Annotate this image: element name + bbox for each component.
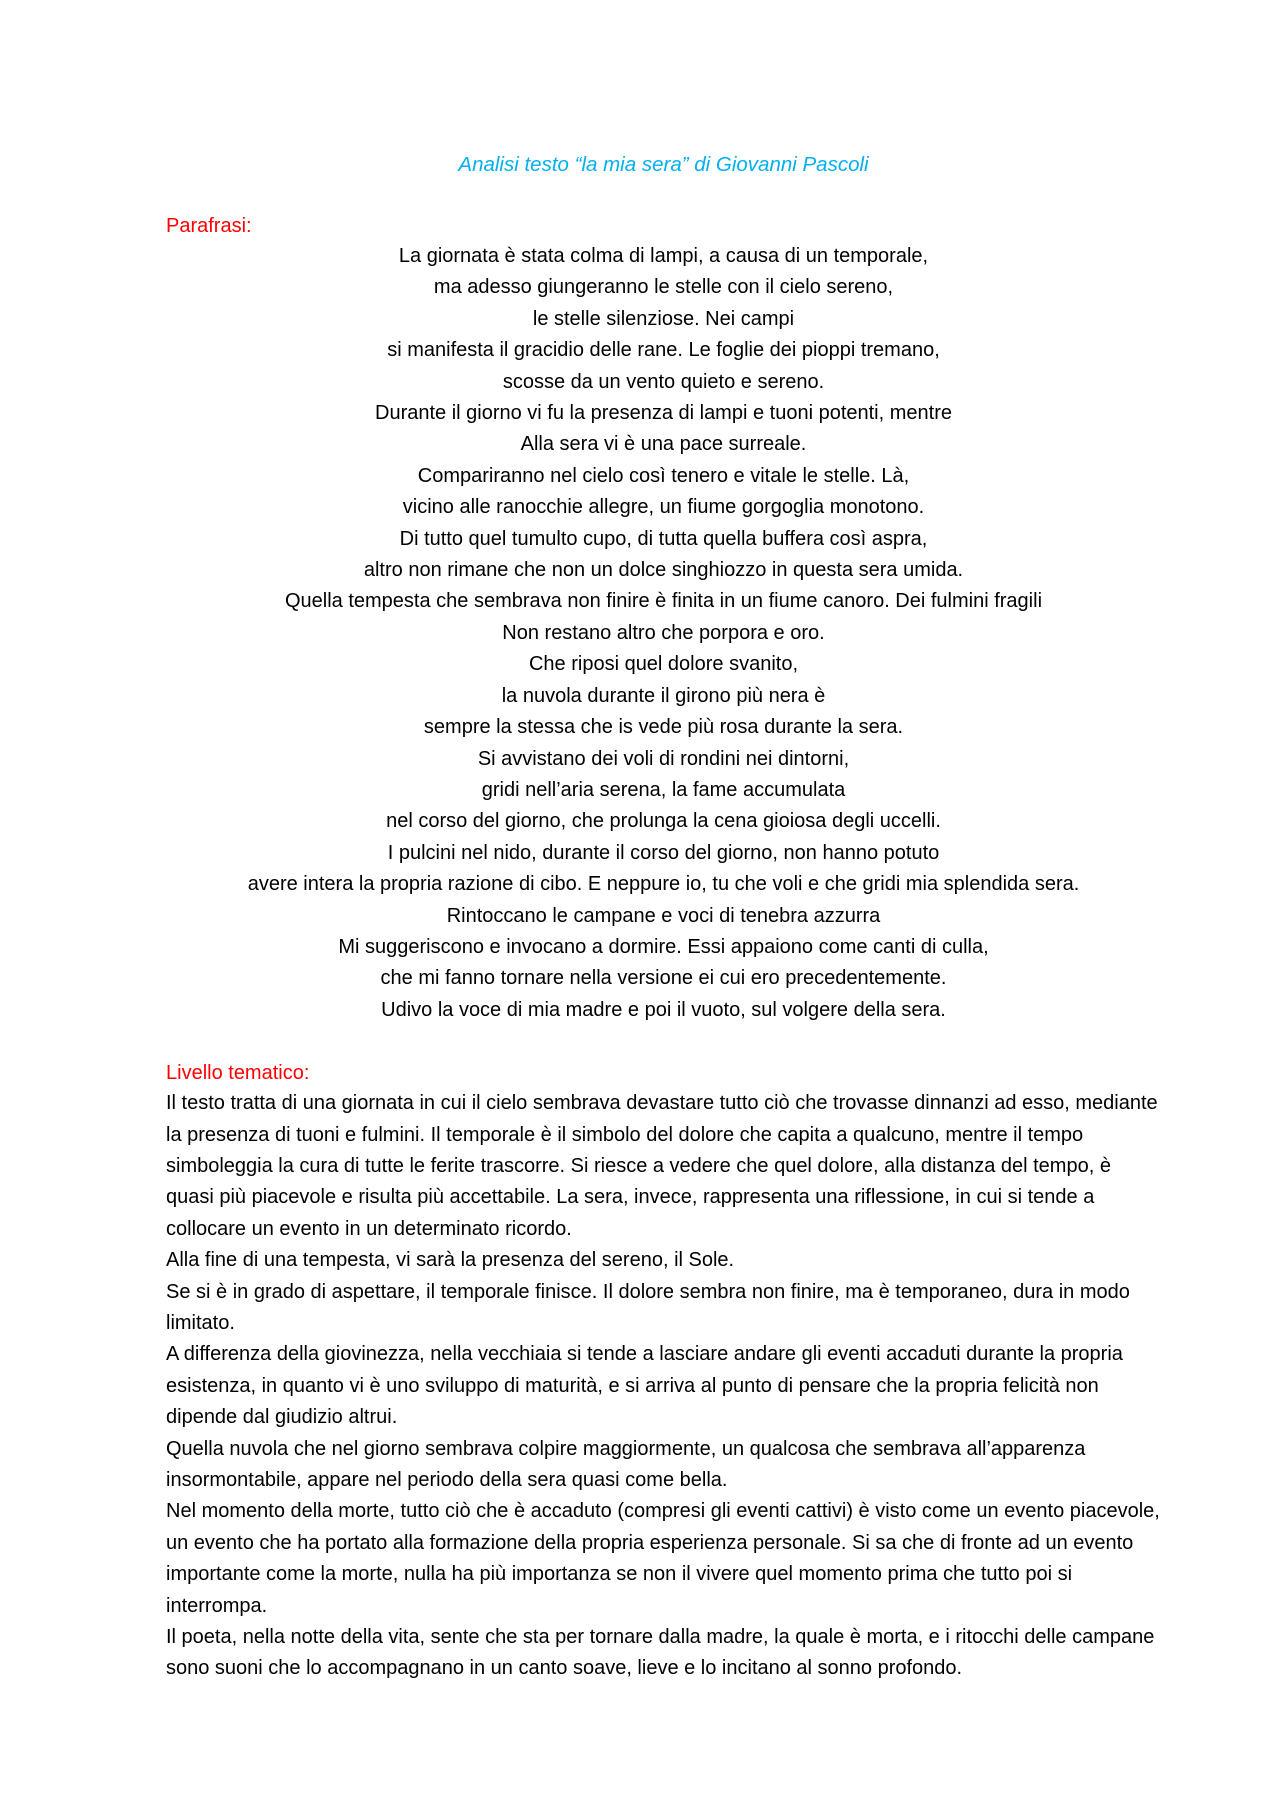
tematico-paragraph: Il testo tratta di una giornata in cui il cielo sembrava devastare tutto ciò che trovasse dinnanzi ad esso, mediante la presenza di tuoni e fulmini. Il temporale è il simbolo del dolore che capita a qualcuno, mentre il tempo simboleggia la cura di tutte le ferite trascorre. Si riesce a vedere che quel dolore, alla distanza del tempo, è quasi più piacevole e risulta più accettabile. La sera, invece, rappresenta una riflessione, in cui si tende a collocare un evento in un determinato ricordo. [166,1092,1158,1240]
parafrasi-heading: Parafrasi: [166,215,252,237]
document-title: Analisi testo “la mia sera” di Giovanni Pascoli [458,153,869,176]
parafrasi-line: gridi nell’aria serena, la fame accumulata [481,778,846,801]
parafrasi-line: I pulcini nel nido, durante il corso del giorno, non hanno potuto [387,841,940,864]
parafrasi-line: le stelle silenziose. Nei campi [532,307,795,330]
parafrasi-line: La giornata è stata colma di lampi, a causa di un temporale, [398,245,929,267]
tematico-paragraph: Nel momento della morte, tutto ciò che è accaduto (compresi gli eventi cattivi) è visto come un evento piacevole, un evento che ha portato alla formazione della propria esperienza personale. Si sa che di fronte ad un evento importante come la morte, nulla ha più importanza se non il vivere quel momento prima che tutto poi si interrompa. [166,1500,1160,1617]
parafrasi-line: Udivo la voce di mia madre e poi il vuoto, sul volgere della sera. [381,998,946,1021]
parafrasi-line: nel corso del giorno, che prolunga la cena gioiosa degli uccelli. [386,810,941,833]
parafrasi-line: Che riposi quel dolore svanito, [528,653,799,676]
livello-tematico-heading: Livello tematico: [166,1062,310,1085]
parafrasi-line: Mi suggeriscono e invocano a dormire. Essi appaiono come canti di culla, [338,935,989,958]
tematico-paragraph: A differenza della giovinezza, nella vecchiaia si tende a lasciare andare gli eventi accaduti durante la propria esistenza, in quanto vi è uno sviluppo di maturità, e si arriva al punto di pensare che la propria felicità non dipende dal giudizio altrui. [166,1343,1123,1429]
parafrasi-line: Alla sera vi è una pace surreale. [520,433,807,456]
parafrasi-line: vicino alle ranocchie allegre, un fiume gorgoglia monotono. [402,496,925,519]
parafrasi-line: Non restano altro che porpora e oro. [502,621,825,644]
parafrasi-line: sempre la stessa che is vede più rosa durante la sera. [423,716,904,739]
parafrasi-line: ma adesso giungeranno le stelle con il cielo sereno, [433,276,894,299]
parafrasi-line: la nuvola durante il girono più nera è [501,684,826,707]
livello-tematico-body [166,1088,1161,1685]
tematico-paragraph: Alla fine di una tempesta, vi sarà la presenza del sereno, il Sole. [166,1249,735,1272]
parafrasi-line: Compariranno nel cielo così tenero e vitale le stelle. Là, [417,464,910,487]
parafrasi-line: Durante il giorno vi fu la presenza di lampi e tuoni potenti, mentre [375,402,952,425]
tematico-paragraph: Quella nuvola che nel giorno sembrava colpire maggiormente, un qualcosa che sembrava all’apparenza insormontabile, appare nel periodo della sera quasi come bella. [166,1437,1086,1492]
parafrasi-line: che mi fanno tornare nella versione ei cui ero precedentemente. [380,967,947,990]
parafrasi-line: avere intera la propria razione di cibo. E neppure io, tu che voli e che gridi mia splendida sera. [247,873,1080,896]
tematico-paragraph: Se si è in grado di aspettare, il temporale finisce. Il dolore sembra non finire, ma è temporaneo, dura in modo limitato. [166,1280,1130,1334]
parafrasi-line: altro non rimane che non un dolce singhiozzo in questa sera umida. [363,559,964,582]
document-content [166,150,1161,1685]
parafrasi-line: Si avvistano dei voli di rondini nei dintorni, [477,747,850,770]
parafrasi-line: Rintoccano le campane e voci di tenebra azzurra [446,904,881,927]
parafrasi-line: scosse da un vento quieto e sereno. [502,370,825,393]
parafrasi-line: Quella tempesta che sembrava non finire è finita in un fiume canoro. Dei fulmini fragili [284,590,1043,613]
parafrasi-lines [166,241,1161,1026]
tematico-paragraph: Il poeta, nella notte della vita, sente che sta per tornare dalla madre, la quale è morta, e i ritocchi delle campane sono suoni che lo accompagnano in un canto soave, lieve e lo incitano al sonno profondo. [166,1626,1155,1680]
parafrasi-line: Di tutto quel tumulto cupo, di tutta quella buffera così aspra, [399,527,928,550]
parafrasi-line: si manifesta il gracidio delle rane. Le foglie dei pioppi tremano, [387,339,940,362]
